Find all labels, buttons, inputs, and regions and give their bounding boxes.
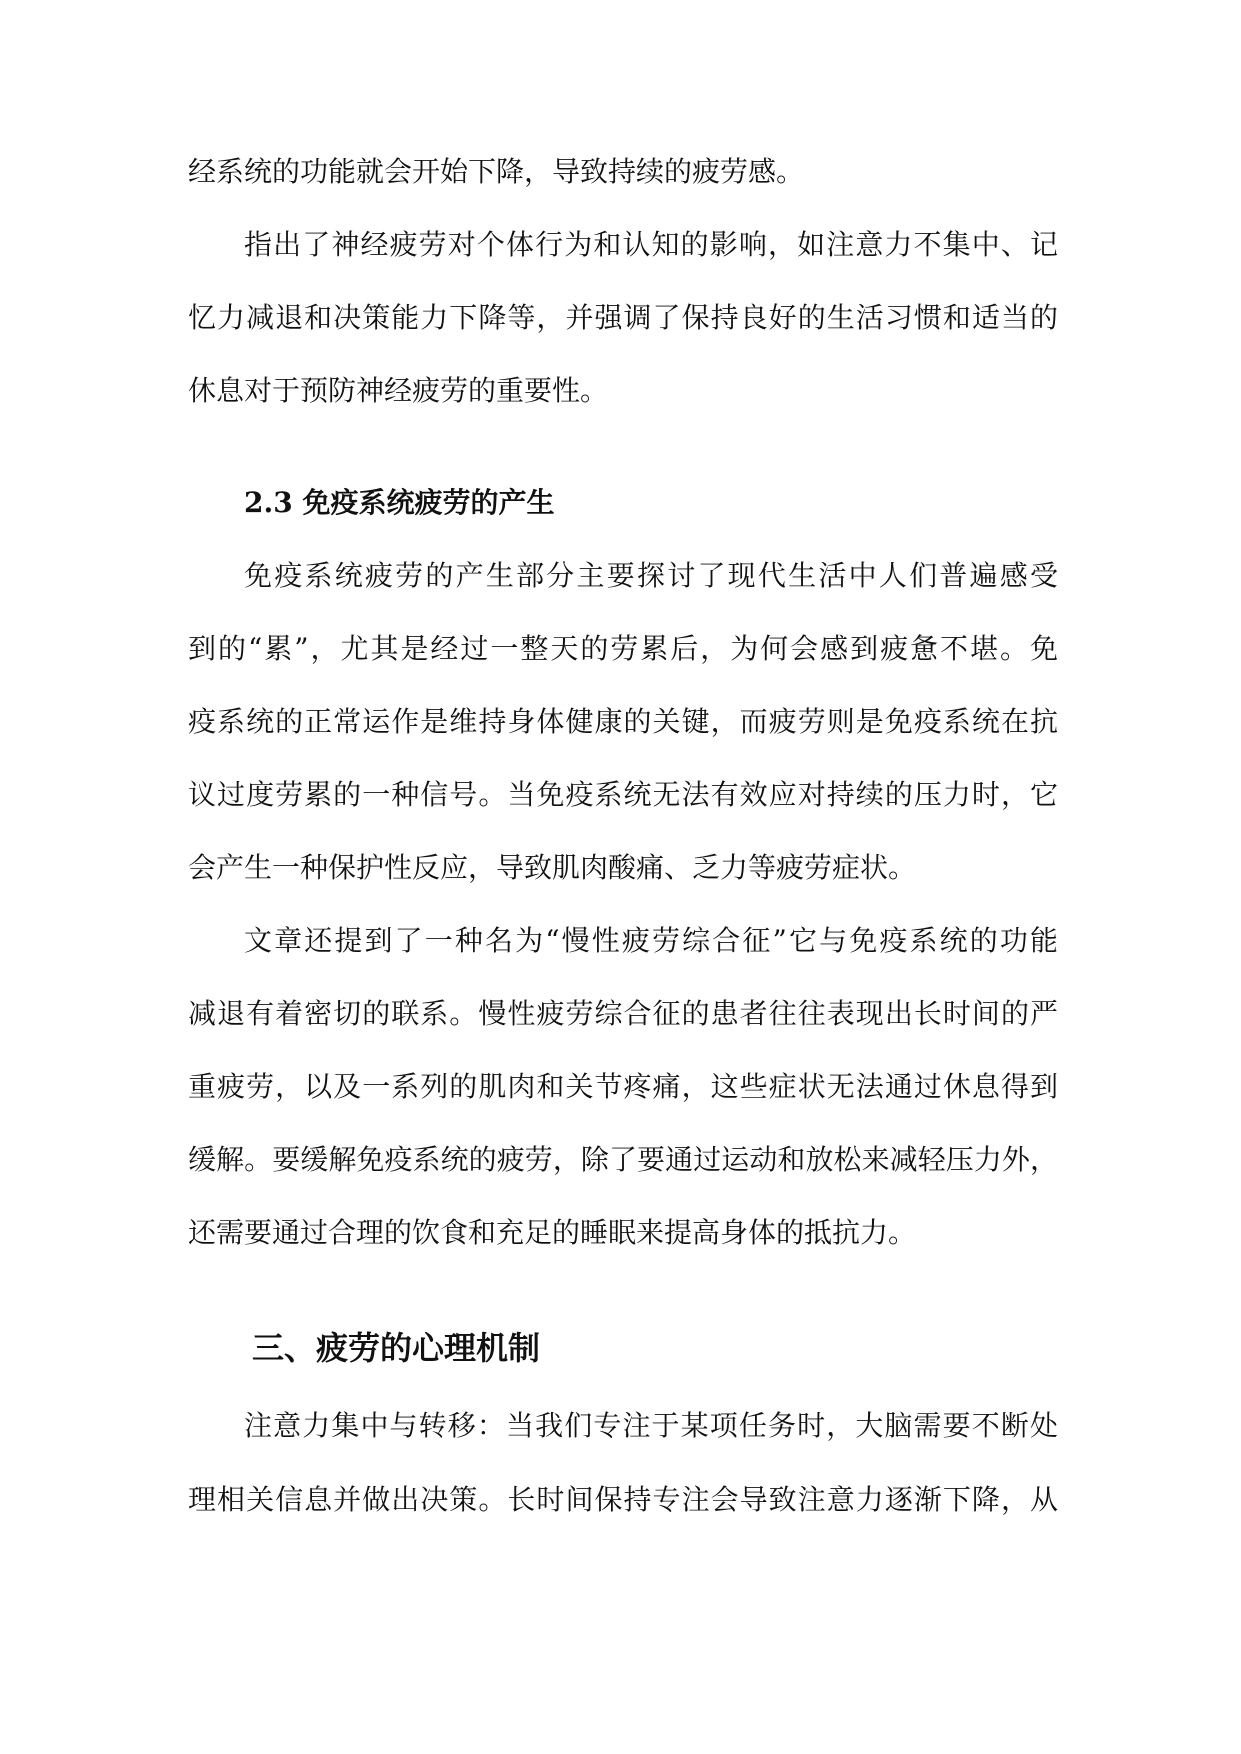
paragraph-line: 议过度劳累的一种信号。当免疫系统无法有效应对持续的压力时，它 [188,778,1058,811]
section-3-heading: 三、疲劳的心理机制 [252,1329,541,1367]
paragraph-line: 忆力减退和决策能力下降等，并强调了保持良好的生活习惯和适当的 [188,301,1058,334]
paragraph-line: 到的“累”，尤其是经过一整天的劳累后，为何会感到疲惫不堪。免 [188,632,1058,665]
paragraph-line: 重疲劳，以及一系列的肌肉和关节疼痛，这些症状无法通过休息得到 [188,1070,1058,1103]
paragraph-line: 文章还提到了一种名为“慢性疲劳综合征”它与免疫系统的功能 [244,924,1058,957]
paragraph-line: 指出了神经疲劳对个体行为和认知的影响，如注意力不集中、记 [244,228,1058,261]
paragraph-line: 免疫系统疲劳的产生部分主要探讨了现代生活中人们普遍感受 [244,559,1058,592]
paragraph-line: 经系统的功能就会开始下降，导致持续的疲劳感。 [188,155,805,188]
paragraph-line: 理相关信息并做出决策。长时间保持专注会导致注意力逐渐下降，从 [188,1483,1058,1516]
paragraph-line: 疫系统的正常运作是维持身体健康的关键，而疲劳则是免疫系统在抗 [188,705,1058,738]
paragraph-line: 注意力集中与转移：当我们专注于某项任务时，大脑需要不断处 [244,1409,1058,1442]
paragraph-line: 缓解。要缓解免疫系统的疲劳，除了要通过运动和放松来减轻压力外， [188,1143,1058,1176]
paragraph-line: 休息对于预防神经疲劳的重要性。 [188,374,609,407]
paragraph-line: 会产生一种保护性反应，导致肌肉酸痛、乏力等疲劳症状。 [188,851,917,884]
section-2-3-heading: 2.3 免疫系统疲劳的产生 [244,486,555,519]
paragraph-line: 还需要通过合理的饮食和充足的睡眠来提高身体的抵抗力。 [188,1216,917,1249]
paragraph-line: 减退有着密切的联系。慢性疲劳综合征的患者往往表现出长时间的严 [188,997,1058,1030]
